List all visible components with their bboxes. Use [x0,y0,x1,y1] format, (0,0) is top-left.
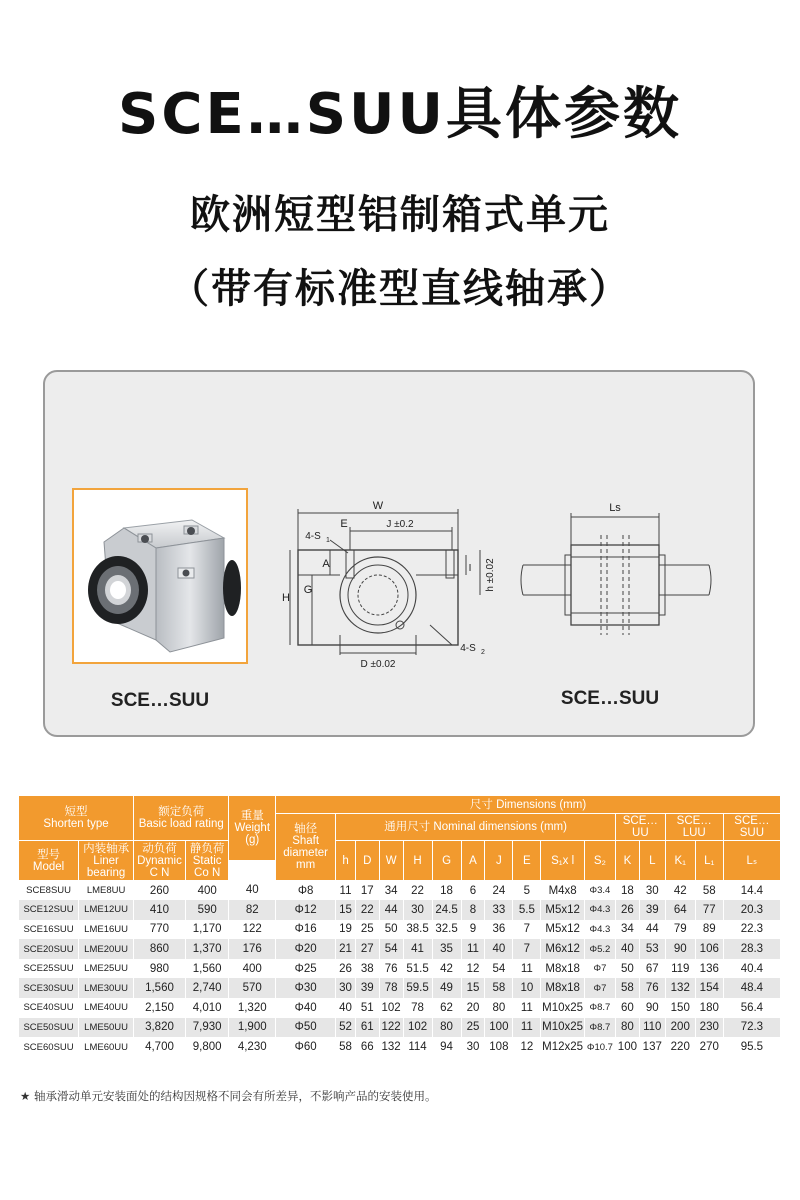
table-cell: 20 [461,998,485,1018]
label-4s1-sub: 1 [326,537,330,544]
table-cell: M10x25 [541,998,585,1018]
table-cell: LME8UU [79,881,134,901]
table-cell: Φ8 [276,881,336,901]
page-title: SCE…SUU具体参数 [118,82,682,147]
table-row [19,998,781,1018]
table-cell: 58 [695,881,723,901]
table-cell: 17 [355,881,379,901]
table-row [19,978,781,998]
table-cell: LME30UU [79,978,134,998]
table-cell: 51 [355,998,379,1018]
table-cell: 34 [379,881,403,901]
table-cell: 82 [229,900,276,920]
table-cell: 5.5 [513,900,541,920]
table-cell: 52 [336,1018,356,1038]
th-col-l1: L₁ [695,841,723,881]
table-row [19,959,781,979]
table-cell: M5x12 [541,920,585,940]
th-dynamic: 动负荷 Dynamic C N [134,841,186,881]
table-cell: SCE16SUU [19,920,79,940]
table-cell: Φ60 [276,1037,336,1057]
table-cell: 18 [432,881,461,901]
table-cell: 7,930 [185,1018,229,1038]
th-nominal: 通用尺寸 Nominal dimensions (mm) [336,814,616,841]
th-weight: 重量 Weight (g) [229,796,276,861]
table-cell: 12 [461,959,485,979]
table-cell: 4,700 [134,1037,186,1057]
table-cell: SCE40SUU [19,998,79,1018]
table-cell: 44 [379,900,403,920]
table-cell: 95.5 [723,1037,780,1057]
table-cell: 270 [695,1037,723,1057]
table-cell: 3,820 [134,1018,186,1038]
table-cell: 36 [485,920,513,940]
front-view-drawing [280,495,515,675]
label-g: G [303,584,313,596]
table-cell: 230 [695,1018,723,1038]
table-cell: Φ20 [276,939,336,959]
table-cell: 24.5 [432,900,461,920]
th-col-e: E [513,841,541,881]
table-cell: Φ8.7 [584,1018,615,1038]
table-cell: 10 [513,978,541,998]
table-cell: 150 [665,998,695,1018]
label-l1: I [468,563,472,574]
table-cell: 400 [229,959,276,979]
table-cell: Φ4.3 [584,900,615,920]
table-row [19,1037,781,1057]
th-col-s2: S₂ [584,841,615,881]
table-cell: 14.4 [723,881,780,901]
table-cell: 40.4 [723,959,780,979]
table-cell: 53 [639,939,665,959]
table-cell: LME16UU [79,920,134,940]
table-cell: 102 [403,1018,432,1038]
product-photo-frame [72,488,248,664]
table-cell: 30 [403,900,432,920]
table-cell: 40 [229,881,276,901]
table-cell: 58 [336,1037,356,1057]
table-cell: 79 [665,920,695,940]
table-cell: Φ10.7 [584,1037,615,1057]
table-cell: M8x18 [541,978,585,998]
table-cell: 1,900 [229,1018,276,1038]
table-cell: 50 [615,959,639,979]
label-ls: Ls [609,502,621,514]
table-cell: M5x12 [541,900,585,920]
label-4s2: 4-S [460,643,476,654]
th-shaft-diameter: 轴径 Shaft diameter mm [276,814,336,881]
spec-table [18,795,781,1057]
table-cell: 1,560 [134,978,186,998]
table-cell: 50 [379,920,403,940]
table-cell: 80 [432,1018,461,1038]
product-photo [74,490,246,662]
table-cell: 1,170 [185,920,229,940]
th-static: 静负荷 Static Co N [185,841,229,881]
table-cell: SCE8SUU [19,881,79,901]
label-d: D ±0.02 [360,659,396,670]
table-cell: 35 [432,939,461,959]
table-cell: Φ3.4 [584,881,615,901]
table-cell: 66 [355,1037,379,1057]
th-col-h: h [336,841,356,881]
table-cell: 22.3 [723,920,780,940]
table-cell: 9,800 [185,1037,229,1057]
table-cell: 102 [379,998,403,1018]
table-cell: LME20UU [79,939,134,959]
table-cell: 89 [695,920,723,940]
table-cell: 11 [513,1018,541,1038]
table-row [19,939,781,959]
table-cell: 180 [695,998,723,1018]
table-cell: 400 [185,881,229,901]
table-cell: 410 [134,900,186,920]
table-cell: 32.5 [432,920,461,940]
table-cell: 62 [432,998,461,1018]
table-cell: 570 [229,978,276,998]
label-4s1: 4-S [305,531,321,542]
th-dimensions: 尺寸 Dimensions (mm) [276,796,781,814]
table-cell: 41 [403,939,432,959]
table-cell: 26 [615,900,639,920]
th-liner-bearing: 内装轴承 Liner bearing [79,841,134,881]
th-col-w: W [379,841,403,881]
table-cell: 7 [513,920,541,940]
table-cell: 40 [615,939,639,959]
table-cell: LME40UU [79,998,134,1018]
th-col-d: D [355,841,379,881]
table-cell: 100 [485,1018,513,1038]
table-cell: 42 [665,881,695,901]
table-cell: Φ12 [276,900,336,920]
table-cell: 770 [134,920,186,940]
table-cell: Φ50 [276,1018,336,1038]
label-w: W [372,500,384,512]
drawing-caption: SCE…SUU [560,688,660,709]
table-cell: 132 [379,1037,403,1057]
table-cell: SCE50SUU [19,1018,79,1038]
label-h-tol: h ±0.02 [485,558,496,592]
table-cell: 80 [485,998,513,1018]
table-cell: 980 [134,959,186,979]
th-shorten-type: 短型 Shorten type [19,796,134,841]
table-cell: 9 [461,920,485,940]
label-a: A [322,558,330,570]
table-cell: 76 [639,978,665,998]
table-cell: 122 [229,920,276,940]
table-cell: 1,370 [185,939,229,959]
table-cell: M10x25 [541,1018,585,1038]
table-cell: 39 [639,900,665,920]
table-cell: 15 [336,900,356,920]
table-cell: 40 [485,939,513,959]
table-cell: 4,010 [185,998,229,1018]
spec-table-body [19,881,781,1057]
table-cell: 76 [379,959,403,979]
label-4s2-sub: 2 [481,649,485,656]
page-subtitle-note: （带有标准型直线轴承） [169,266,631,312]
table-cell: 6 [461,881,485,901]
table-cell: 22 [355,900,379,920]
table-cell: 61 [355,1018,379,1038]
table-cell: Φ8.7 [584,998,615,1018]
table-cell: M12x25 [541,1037,585,1057]
table-cell: 106 [695,939,723,959]
table-row [19,900,781,920]
table-cell: 78 [403,998,432,1018]
table-cell: 2,150 [134,998,186,1018]
table-cell: 22 [403,881,432,901]
table-cell: 51.5 [403,959,432,979]
table-cell: 119 [665,959,695,979]
table-cell: Φ7 [584,978,615,998]
th-group-suu: SCE…SUU [723,814,780,841]
table-cell: 94 [432,1037,461,1057]
table-cell: 30 [336,978,356,998]
table-cell: 28.3 [723,939,780,959]
table-cell: 11 [461,939,485,959]
table-cell: 860 [134,939,186,959]
label-e: E [340,518,348,530]
table-cell: 80 [615,1018,639,1038]
table-cell: 11 [513,959,541,979]
table-cell: 18 [615,881,639,901]
table-cell: LME60UU [79,1037,134,1057]
table-cell: 176 [229,939,276,959]
table-cell: Φ7 [584,959,615,979]
table-cell: Φ5.2 [584,939,615,959]
table-cell: 136 [695,959,723,979]
side-view-drawing [515,495,715,645]
table-cell: 1,320 [229,998,276,1018]
table-cell: 48.4 [723,978,780,998]
table-cell: 122 [379,1018,403,1038]
table-cell: 58 [485,978,513,998]
table-cell: 200 [665,1018,695,1038]
table-cell: M4x8 [541,881,585,901]
table-cell: 25 [355,920,379,940]
table-row [19,1018,781,1038]
footnote: ★ 轴承滑动单元安装面处的结构因规格不同会有所差异，不影响产品的安装使用。 [20,1089,437,1103]
table-cell: 21 [336,939,356,959]
table-cell: SCE30SUU [19,978,79,998]
table-cell: Φ16 [276,920,336,940]
th-group-luu: SCE…LUU [665,814,723,841]
table-cell: M8x18 [541,959,585,979]
table-cell: SCE20SUU [19,939,79,959]
table-cell: 20.3 [723,900,780,920]
table-cell: 58 [615,978,639,998]
table-cell: 8 [461,900,485,920]
photo-caption: SCE…SUU [110,690,210,711]
table-cell: SCE60SUU [19,1037,79,1057]
th-col-ls: Lₛ [723,841,780,881]
table-cell: 26 [336,959,356,979]
table-cell: 38 [355,959,379,979]
table-cell: 33 [485,900,513,920]
table-cell: 12 [513,1037,541,1057]
th-col-k: K [615,841,639,881]
table-cell: 42 [432,959,461,979]
table-cell: 24 [485,881,513,901]
table-cell: 27 [355,939,379,959]
table-cell: 4,230 [229,1037,276,1057]
th-model: 型号 Model [19,841,79,881]
table-cell: 108 [485,1037,513,1057]
table-cell: 64 [665,900,695,920]
th-col-k1: K₁ [665,841,695,881]
th-col-a: A [461,841,485,881]
table-cell: 7 [513,939,541,959]
table-cell: 220 [665,1037,695,1057]
table-cell: 154 [695,978,723,998]
th-col-hh: H [403,841,432,881]
table-cell: 38.5 [403,920,432,940]
th-col-j: J [485,841,513,881]
table-cell: 54 [485,959,513,979]
table-cell: LME12UU [79,900,134,920]
table-row [19,881,781,901]
page-subtitle: 欧洲短型铝制箱式单元 [190,192,610,238]
table-cell: 67 [639,959,665,979]
table-cell: Φ25 [276,959,336,979]
table-cell: 15 [461,978,485,998]
table-cell: 114 [403,1037,432,1057]
th-basic-load: 额定负荷 Basic load rating [134,796,229,841]
table-cell: 40 [336,998,356,1018]
table-cell: LME25UU [79,959,134,979]
table-cell: 90 [639,998,665,1018]
table-cell: 44 [639,920,665,940]
table-cell: 110 [639,1018,665,1038]
table-cell: 11 [336,881,356,901]
th-col-g: G [432,841,461,881]
table-cell: 11 [513,998,541,1018]
label-h-upper: H [282,592,290,604]
table-cell: M6x12 [541,939,585,959]
table-cell: SCE12SUU [19,900,79,920]
table-cell: SCE25SUU [19,959,79,979]
table-cell: 34 [615,920,639,940]
table-cell: 5 [513,881,541,901]
table-cell: 30 [639,881,665,901]
table-cell: 90 [665,939,695,959]
table-cell: 72.3 [723,1018,780,1038]
table-cell: 78 [379,978,403,998]
table-cell: 49 [432,978,461,998]
table-cell: 30 [461,1037,485,1057]
table-cell: 77 [695,900,723,920]
table-cell: Φ30 [276,978,336,998]
table-cell: 56.4 [723,998,780,1018]
table-cell: 25 [461,1018,485,1038]
table-cell: 1,560 [185,959,229,979]
table-cell: Φ4.3 [584,920,615,940]
table-cell: LME50UU [79,1018,134,1038]
table-cell: 132 [665,978,695,998]
table-cell: 39 [355,978,379,998]
table-cell: 137 [639,1037,665,1057]
table-cell: 54 [379,939,403,959]
table-cell: 260 [134,881,186,901]
table-row [19,920,781,940]
table-cell: 19 [336,920,356,940]
th-col-l: L [639,841,665,881]
table-cell: 2,740 [185,978,229,998]
table-cell: 100 [615,1037,639,1057]
label-j: J ±0.2 [386,519,414,530]
table-cell: 59.5 [403,978,432,998]
table-cell: Φ40 [276,998,336,1018]
table-cell: 590 [185,900,229,920]
th-col-s1xl: S₁x l [541,841,585,881]
th-group-uu: SCE…UU [615,814,665,841]
table-cell: 60 [615,998,639,1018]
